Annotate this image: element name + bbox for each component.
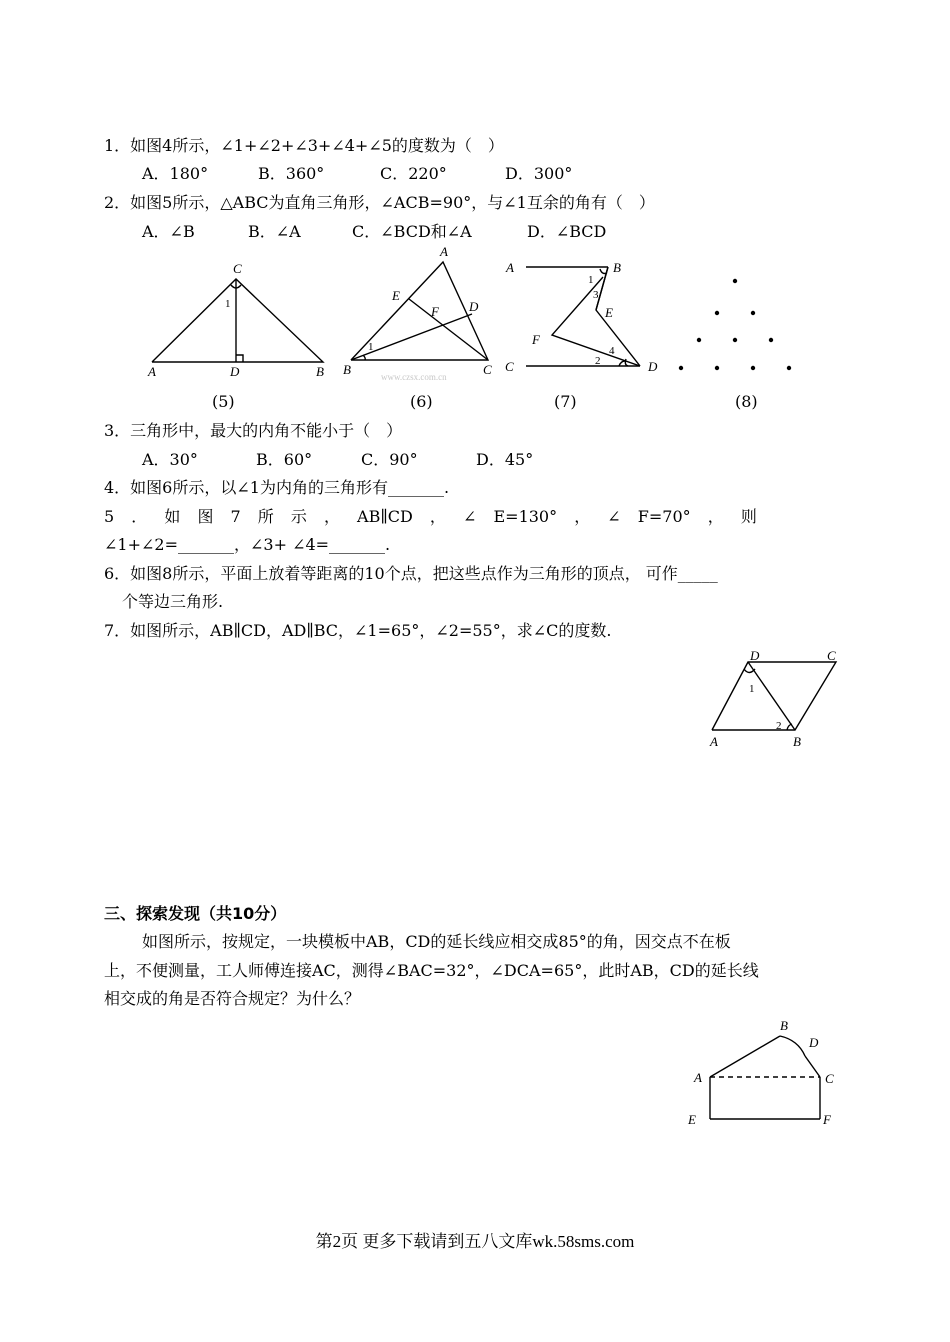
figure-6 bbox=[335, 242, 500, 382]
fig-board-label-e: E bbox=[688, 1112, 696, 1127]
fig6-label-1: 1 bbox=[368, 341, 374, 353]
q2-option-a: A．∠B bbox=[142, 222, 195, 241]
figure-q7 bbox=[700, 645, 850, 755]
fig8-dot bbox=[715, 311, 719, 315]
fig-q7-label-d: D bbox=[750, 648, 760, 663]
fig8-dot bbox=[697, 338, 701, 342]
figure-8 bbox=[670, 270, 800, 380]
question-6-line-1: 6．如图8所示，平面上放着等距离的10个点，把这些点作为三角形的顶点， 可作_____ bbox=[104, 564, 718, 583]
caption-figure-6: (6) bbox=[410, 392, 433, 411]
fig5-label-a: A bbox=[148, 364, 156, 379]
fig6-label-f: F bbox=[431, 304, 439, 319]
fig8-dot bbox=[751, 311, 755, 315]
fig7-label-4: 4 bbox=[609, 345, 615, 357]
caption-figure-8: (8) bbox=[735, 392, 758, 411]
question-3: 3．三角形中，最大的内角不能小于（ ） bbox=[104, 421, 403, 440]
fig-board-label-a: A bbox=[694, 1070, 702, 1085]
fig-board-label-d: D bbox=[809, 1035, 819, 1050]
fig-q7-label-1: 1 bbox=[749, 683, 755, 695]
fig7-label-1: 1 bbox=[588, 274, 594, 286]
fig8-dot bbox=[679, 366, 683, 370]
fig6-label-d: D bbox=[469, 299, 479, 314]
fig-q7-label-c: C bbox=[827, 648, 836, 663]
fig8-dot bbox=[769, 338, 773, 342]
fig7-label-b: B bbox=[613, 260, 621, 275]
q3-option-a: A．30° bbox=[142, 450, 198, 469]
q1-option-d: D．300° bbox=[505, 164, 573, 183]
fig-q7-label-2: 2 bbox=[776, 720, 782, 732]
section-3-paragraph-line-3: 相交成的角是否符合规定？为什么？ bbox=[104, 989, 361, 1008]
figure-template-board bbox=[680, 1010, 850, 1135]
fig6-label-e: E bbox=[392, 288, 400, 303]
question-4: 4．如图6所示，以∠1为内角的三角形有_______. bbox=[104, 478, 450, 497]
question-7: 7．如图所示，AB∥CD，AD∥BC，∠1=65°，∠2=55°，求∠C的度数. bbox=[104, 621, 612, 640]
q2-option-b: B．∠A bbox=[248, 222, 301, 241]
question-1: 1．如图4所示，∠1+∠2+∠3+∠4+∠5的度数为（ ） bbox=[104, 136, 504, 155]
fig7-label-f: F bbox=[532, 332, 540, 347]
q1-option-c: C．220° bbox=[380, 164, 447, 183]
question-5-line-1: 5 ． 如 图 7 所 示 ， AB∥CD ， ∠ E=130° ， ∠ F=70° ， 则 bbox=[104, 507, 757, 526]
fig5-label-c: C bbox=[233, 261, 242, 276]
q1-option-a: A．180° bbox=[142, 164, 209, 183]
fig-board-label-f: F bbox=[823, 1112, 831, 1127]
section-3-paragraph-line-1: 如图所示，按规定，一块模板中AB，CD的延长线应相交成85°的角，因交点不在板 bbox=[142, 932, 731, 951]
fig8-dot bbox=[787, 366, 791, 370]
q2-option-c: C．∠BCD和∠A bbox=[352, 222, 472, 241]
fig7-label-e: E bbox=[605, 305, 613, 320]
fig7-label-2: 2 bbox=[595, 355, 601, 367]
fig-q7-label-a: A bbox=[710, 734, 718, 749]
fig7-label-a: A bbox=[506, 260, 514, 275]
fig5-label-b: B bbox=[316, 364, 324, 379]
question-2: 2．如图5所示，△ABC为直角三角形，∠ACB=90°，与∠1互余的角有（ ） bbox=[104, 193, 655, 212]
fig6-watermark: www.czsx.com.cn bbox=[381, 372, 447, 382]
fig8-dot bbox=[715, 366, 719, 370]
caption-figure-5: (5) bbox=[212, 392, 235, 411]
page-footer: 第2页 更多下载请到五八文库wk.58sms.com bbox=[315, 1232, 635, 1251]
caption-figure-7: (7) bbox=[554, 392, 577, 411]
fig-board-label-b: B bbox=[780, 1018, 788, 1033]
fig7-label-d: D bbox=[648, 359, 658, 374]
q3-option-b: B．60° bbox=[256, 450, 313, 469]
fig7-label-c: C bbox=[505, 359, 514, 374]
fig5-label-1: 1 bbox=[225, 298, 231, 310]
section-3-title: 三、探索发现（共10分） bbox=[104, 904, 287, 923]
fig6-label-a: A bbox=[440, 244, 448, 259]
fig6-label-b: B bbox=[343, 362, 351, 377]
q1-option-b: B．360° bbox=[258, 164, 325, 183]
q3-option-d: D．45° bbox=[476, 450, 534, 469]
question-5-line-2: ∠1+∠2=_______，∠3+ ∠4=_______. bbox=[104, 535, 391, 554]
fig7-label-3: 3 bbox=[593, 289, 599, 301]
fig8-dot bbox=[733, 338, 737, 342]
fig-q7-label-b: B bbox=[793, 734, 801, 749]
figure-5 bbox=[140, 255, 340, 380]
fig-board-label-c: C bbox=[825, 1071, 834, 1086]
fig8-dot bbox=[733, 279, 737, 283]
fig6-label-c: C bbox=[483, 362, 492, 377]
section-3-paragraph-line-2: 上，不便测量，工人师傅连接AC，测得∠BAC=32°，∠DCA=65°，此时AB，CD的延长线 bbox=[104, 961, 759, 980]
question-6-line-2: 个等边三角形. bbox=[122, 592, 224, 611]
fig5-label-d: D bbox=[230, 364, 240, 379]
figure-7 bbox=[500, 255, 670, 380]
q2-option-d: D．∠BCD bbox=[527, 222, 607, 241]
fig8-dot bbox=[751, 366, 755, 370]
q3-option-c: C．90° bbox=[361, 450, 418, 469]
